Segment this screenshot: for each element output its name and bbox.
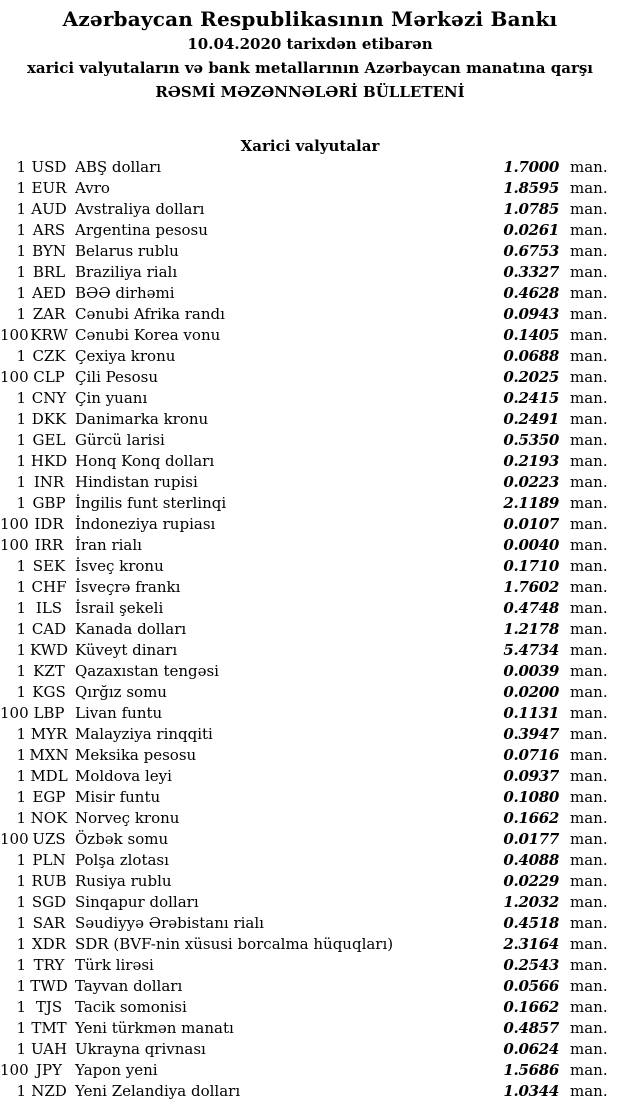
rate-value-cell: 0.2491	[503, 410, 559, 428]
rate-value-cell: 1.0344	[503, 1082, 559, 1100]
currency-name-cell: Səudiyyə Ərəbistanı rialı	[75, 914, 264, 932]
currency-name-cell: Argentina pesosu	[75, 221, 208, 239]
currency-row	[0, 977, 620, 998]
quantity-cell: 1	[16, 578, 26, 596]
bulletin-header	[0, 7, 620, 104]
unit-label-cell: man.	[570, 1019, 608, 1037]
currency-name-cell: SDR (BVF-nin xüsusi borcalma hüquqları)	[75, 935, 394, 953]
unit-label-cell: man.	[570, 305, 608, 323]
quantity-cell: 1	[16, 347, 26, 365]
currency-name-cell: İngilis funt sterlinqi	[75, 494, 227, 512]
currency-name-cell: İsrail şekeli	[75, 599, 164, 617]
rate-value-cell: 0.0937	[503, 767, 559, 785]
quantity-cell: 1	[16, 473, 26, 491]
rate-value-cell: 0.1662	[503, 809, 559, 827]
rate-value-cell: 0.0716	[503, 746, 559, 764]
rate-value-cell: 0.1405	[503, 326, 559, 344]
quantity-cell: 1	[16, 305, 26, 323]
currency-name-cell: Hindistan rupisi	[75, 473, 198, 491]
currency-code-cell: CNY	[31, 389, 67, 407]
currency-row	[0, 452, 620, 473]
quantity-cell: 1	[16, 977, 26, 995]
quantity-cell: 1	[16, 914, 26, 932]
currency-name-cell: Danimarka kronu	[75, 410, 209, 428]
currency-code-cell: TJS	[35, 998, 63, 1016]
unit-label-cell: man.	[570, 662, 608, 680]
currency-name-cell: Malayziya rinqqiti	[75, 725, 213, 743]
currency-code-cell: NZD	[31, 1082, 67, 1100]
currency-code-cell: ZAR	[32, 305, 66, 323]
quantity-cell: 1	[16, 599, 26, 617]
currency-name-cell: Yeni Zelandiya dolları	[75, 1082, 241, 1100]
unit-label-cell: man.	[570, 389, 608, 407]
currency-code-cell: CAD	[31, 620, 67, 638]
currency-code-cell: KZT	[33, 662, 65, 680]
currency-code-cell: GBP	[32, 494, 66, 512]
currency-row	[0, 1061, 620, 1082]
section-title-foreign-currencies: Xarici valyutalar	[240, 137, 380, 155]
rate-value-cell: 0.0177	[503, 830, 559, 848]
currency-name-cell: İsveç kronu	[75, 557, 164, 575]
quantity-cell: 1	[16, 431, 26, 449]
unit-label-cell: man.	[570, 368, 608, 386]
rate-value-cell: 0.0040	[503, 536, 559, 554]
currency-name-cell: İran rialı	[75, 536, 142, 554]
currency-row	[0, 683, 620, 704]
quantity-cell: 1	[16, 956, 26, 974]
unit-label-cell: man.	[570, 809, 608, 827]
currency-name-cell: Ukrayna qrivnası	[75, 1040, 206, 1058]
rate-value-cell: 0.0223	[503, 473, 559, 491]
currency-name-cell: İndoneziya rupiası	[75, 515, 216, 533]
quantity-cell: 1	[16, 683, 26, 701]
quantity-cell: 1	[16, 452, 26, 470]
quantity-cell: 1	[16, 284, 26, 302]
rate-value-cell: 1.2032	[503, 893, 559, 911]
unit-label-cell: man.	[570, 1082, 608, 1100]
rate-value-cell: 5.4734	[503, 641, 559, 659]
currency-code-cell: USD	[31, 158, 67, 176]
currency-row	[0, 956, 620, 977]
currency-name-cell: Rusiya rublu	[75, 872, 172, 890]
rate-value-cell: 1.7000	[503, 158, 559, 176]
unit-label-cell: man.	[570, 410, 608, 428]
rate-value-cell: 0.1080	[503, 788, 559, 806]
currency-row	[0, 620, 620, 641]
currency-row	[0, 578, 620, 599]
quantity-cell: 1	[16, 851, 26, 869]
currency-code-cell: HKD	[30, 452, 68, 470]
currency-rates-table	[0, 158, 620, 1103]
currency-row	[0, 746, 620, 767]
quantity-cell: 100	[0, 515, 29, 533]
unit-label-cell: man.	[570, 851, 608, 869]
rate-value-cell: 0.0039	[503, 662, 559, 680]
currency-name-cell: İsveçrə frankı	[75, 578, 181, 596]
quantity-cell: 100	[0, 830, 29, 848]
unit-label-cell: man.	[570, 956, 608, 974]
currency-row	[0, 872, 620, 893]
unit-label-cell: man.	[570, 704, 608, 722]
subject-line: xarici valyutaların və bank metallarının Azərbaycan manatına qarşı	[26, 59, 594, 77]
currency-code-cell: GEL	[32, 431, 66, 449]
currency-code-cell: XDR	[32, 935, 66, 953]
currency-code-cell: SGD	[31, 893, 67, 911]
currency-code-cell: KGS	[32, 683, 66, 701]
quantity-cell: 1	[16, 389, 26, 407]
quantity-cell: 1	[16, 200, 26, 218]
rate-value-cell: 0.4518	[503, 914, 559, 932]
currency-code-cell: CLP	[33, 368, 65, 386]
unit-label-cell: man.	[570, 1040, 608, 1058]
currency-code-cell: RUB	[31, 872, 67, 890]
currency-name-cell: Tacik somonisi	[75, 998, 187, 1016]
rate-value-cell: 1.0785	[503, 200, 559, 218]
quantity-cell: 100	[0, 368, 29, 386]
unit-label-cell: man.	[570, 452, 608, 470]
rate-value-cell: 0.0688	[503, 347, 559, 365]
quantity-cell: 1	[16, 746, 26, 764]
currency-row	[0, 599, 620, 620]
unit-label-cell: man.	[570, 242, 608, 260]
quantity-cell: 1	[16, 767, 26, 785]
currency-row	[0, 998, 620, 1019]
currency-row	[0, 431, 620, 452]
currency-code-cell: JPY	[35, 1061, 62, 1079]
unit-label-cell: man.	[570, 557, 608, 575]
currency-row	[0, 725, 620, 746]
unit-label-cell: man.	[570, 263, 608, 281]
currency-name-cell: Türk lirəsi	[75, 956, 154, 974]
currency-code-cell: AUD	[31, 200, 67, 218]
quantity-cell: 1	[16, 809, 26, 827]
currency-row	[0, 389, 620, 410]
quantity-cell: 100	[0, 536, 29, 554]
rate-value-cell: 0.0943	[503, 305, 559, 323]
currency-code-cell: NOK	[30, 809, 68, 827]
unit-label-cell: man.	[570, 725, 608, 743]
currency-name-cell: Avro	[75, 179, 110, 197]
currency-name-cell: Livan funtu	[75, 704, 163, 722]
rate-value-cell: 1.5686	[503, 1061, 559, 1079]
unit-label-cell: man.	[570, 641, 608, 659]
currency-name-cell: Misir funtu	[75, 788, 161, 806]
currency-code-cell: LBP	[33, 704, 65, 722]
unit-label-cell: man.	[570, 494, 608, 512]
currency-code-cell: MYR	[30, 725, 68, 743]
bank-title: Azərbaycan Respublikasının Mərkəzi Bankı	[62, 7, 558, 31]
currency-row	[0, 557, 620, 578]
quantity-cell: 100	[0, 326, 29, 344]
unit-label-cell: man.	[570, 935, 608, 953]
unit-label-cell: man.	[570, 347, 608, 365]
currency-code-cell: EGP	[32, 788, 66, 806]
quantity-cell: 1	[16, 725, 26, 743]
quantity-cell: 100	[0, 1061, 29, 1079]
rate-value-cell: 1.2178	[503, 620, 559, 638]
unit-label-cell: man.	[570, 515, 608, 533]
currency-code-cell: AED	[32, 284, 66, 302]
currency-row	[0, 242, 620, 263]
currency-code-cell: TMT	[31, 1019, 67, 1037]
currency-name-cell: Yeni türkmən manatı	[75, 1019, 234, 1037]
currency-name-cell: Moldova leyi	[75, 767, 172, 785]
rate-value-cell: 0.0261	[503, 221, 559, 239]
rate-value-cell: 0.2025	[503, 368, 559, 386]
currency-name-cell: Tayvan dolları	[75, 977, 183, 995]
unit-label-cell: man.	[570, 830, 608, 848]
currency-row	[0, 326, 620, 347]
currency-row	[0, 704, 620, 725]
currency-code-cell: UAH	[30, 1040, 68, 1058]
currency-row	[0, 221, 620, 242]
currency-code-cell: UZS	[32, 830, 66, 848]
currency-code-cell: EUR	[31, 179, 67, 197]
currency-code-cell: MXN	[29, 746, 69, 764]
rate-value-cell: 1.8595	[503, 179, 559, 197]
unit-label-cell: man.	[570, 284, 608, 302]
currency-code-cell: IRR	[34, 536, 64, 554]
currency-name-cell: Cənubi Afrika randı	[75, 305, 225, 323]
unit-label-cell: man.	[570, 746, 608, 764]
currency-row	[0, 410, 620, 431]
currency-row	[0, 515, 620, 536]
currency-row	[0, 767, 620, 788]
rate-value-cell: 0.3327	[503, 263, 559, 281]
currency-name-cell: Çin yuanı	[75, 389, 148, 407]
currency-row	[0, 536, 620, 557]
quantity-cell: 1	[16, 1082, 26, 1100]
rate-value-cell: 0.0107	[503, 515, 559, 533]
currency-row	[0, 347, 620, 368]
currency-row	[0, 662, 620, 683]
currency-row	[0, 305, 620, 326]
currency-code-cell: ILS	[35, 599, 63, 617]
currency-name-cell: Meksika pesosu	[75, 746, 197, 764]
quantity-cell: 1	[16, 494, 26, 512]
currency-name-cell: Belarus rublu	[75, 242, 179, 260]
quantity-cell: 1	[16, 221, 26, 239]
unit-label-cell: man.	[570, 788, 608, 806]
unit-label-cell: man.	[570, 578, 608, 596]
currency-code-cell: SEK	[32, 557, 66, 575]
currency-name-cell: ABŞ dolları	[75, 158, 162, 176]
currency-code-cell: IDR	[34, 515, 64, 533]
rate-value-cell: 0.0200	[503, 683, 559, 701]
currency-code-cell: TWD	[30, 977, 68, 995]
currency-name-cell: Honq Konq dolları	[75, 452, 215, 470]
rate-value-cell: 0.2193	[503, 452, 559, 470]
unit-label-cell: man.	[570, 431, 608, 449]
quantity-cell: 1	[16, 158, 26, 176]
bulletin-title: RƏSMİ MƏZƏNNƏLƏRİ BÜLLETENİ	[155, 83, 465, 101]
currency-row	[0, 1040, 620, 1061]
currency-code-cell: SAR	[32, 914, 66, 932]
quantity-cell: 1	[16, 788, 26, 806]
currency-code-cell: MDL	[30, 767, 68, 785]
quantity-cell: 1	[16, 242, 26, 260]
unit-label-cell: man.	[570, 221, 608, 239]
rate-value-cell: 0.2415	[503, 389, 559, 407]
currency-row	[0, 494, 620, 515]
currency-row	[0, 788, 620, 809]
unit-label-cell: man.	[570, 893, 608, 911]
effective-date-line: 10.04.2020 tarixdən etibarən	[187, 35, 433, 53]
currency-row	[0, 830, 620, 851]
quantity-cell: 1	[16, 893, 26, 911]
rate-value-cell: 0.0566	[503, 977, 559, 995]
currency-name-cell: Kanada dolları	[75, 620, 187, 638]
currency-row	[0, 1082, 620, 1103]
rate-value-cell: 0.5350	[503, 431, 559, 449]
currency-row	[0, 914, 620, 935]
quantity-cell: 1	[16, 998, 26, 1016]
currency-code-cell: BYN	[32, 242, 66, 260]
unit-label-cell: man.	[570, 473, 608, 491]
unit-label-cell: man.	[570, 872, 608, 890]
rate-value-cell: 2.1189	[503, 494, 559, 512]
rate-value-cell: 0.1662	[503, 998, 559, 1016]
currency-row	[0, 200, 620, 221]
currency-name-cell: Qırğız somu	[75, 683, 167, 701]
unit-label-cell: man.	[570, 599, 608, 617]
currency-name-cell: Çili Pesosu	[75, 368, 159, 386]
currency-code-cell: ARS	[32, 221, 66, 239]
unit-label-cell: man.	[570, 200, 608, 218]
quantity-cell: 1	[16, 620, 26, 638]
quantity-cell: 1	[16, 557, 26, 575]
quantity-cell: 1	[16, 179, 26, 197]
currency-row	[0, 809, 620, 830]
currency-name-cell: Yapon yeni	[75, 1061, 158, 1079]
currency-code-cell: KWD	[29, 641, 69, 659]
rate-value-cell: 2.3164	[503, 935, 559, 953]
unit-label-cell: man.	[570, 179, 608, 197]
currency-name-cell: Sinqapur dolları	[75, 893, 199, 911]
currency-row	[0, 179, 620, 200]
quantity-cell: 1	[16, 263, 26, 281]
currency-row	[0, 158, 620, 179]
unit-label-cell: man.	[570, 977, 608, 995]
unit-label-cell: man.	[570, 326, 608, 344]
currency-row	[0, 935, 620, 956]
currency-code-cell: PLN	[32, 851, 66, 869]
unit-label-cell: man.	[570, 998, 608, 1016]
unit-label-cell: man.	[570, 683, 608, 701]
rate-value-cell: 0.0229	[503, 872, 559, 890]
currency-row	[0, 284, 620, 305]
unit-label-cell: man.	[570, 158, 608, 176]
currency-row	[0, 473, 620, 494]
currency-row	[0, 851, 620, 872]
currency-name-cell: Cənubi Korea vonu	[75, 326, 221, 344]
currency-code-cell: CZK	[32, 347, 66, 365]
rate-value-cell: 1.7602	[503, 578, 559, 596]
unit-label-cell: man.	[570, 767, 608, 785]
currency-code-cell: KRW	[30, 326, 68, 344]
currency-name-cell: BƏƏ dirhəmi	[75, 284, 175, 302]
currency-name-cell: Qazaxıstan tengəsi	[75, 662, 219, 680]
currency-name-cell: Özbək somu	[75, 830, 169, 848]
unit-label-cell: man.	[570, 1061, 608, 1079]
currency-code-cell: BRL	[32, 263, 66, 281]
rate-value-cell: 0.0624	[503, 1040, 559, 1058]
currency-code-cell: TRY	[33, 956, 65, 974]
quantity-cell: 1	[16, 1040, 26, 1058]
rate-value-cell: 0.4857	[503, 1019, 559, 1037]
quantity-cell: 1	[16, 1019, 26, 1037]
currency-row	[0, 641, 620, 662]
rate-value-cell: 0.1131	[503, 704, 559, 722]
quantity-cell: 1	[16, 641, 26, 659]
rate-value-cell: 0.1710	[503, 557, 559, 575]
quantity-cell: 1	[16, 662, 26, 680]
currency-row	[0, 893, 620, 914]
currency-name-cell: Çexiya kronu	[75, 347, 176, 365]
rate-value-cell: 0.4088	[503, 851, 559, 869]
currency-row	[0, 1019, 620, 1040]
quantity-cell: 1	[16, 410, 26, 428]
currency-name-cell: Gürcü larisi	[75, 431, 165, 449]
currency-name-cell: Avstraliya dolları	[75, 200, 205, 218]
currency-row	[0, 263, 620, 284]
rate-value-cell: 0.3947	[503, 725, 559, 743]
quantity-cell: 100	[0, 704, 29, 722]
currency-name-cell: Küveyt dinarı	[75, 641, 178, 659]
rate-value-cell: 0.4748	[503, 599, 559, 617]
quantity-cell: 1	[16, 872, 26, 890]
unit-label-cell: man.	[570, 620, 608, 638]
currency-name-cell: Polşa zlotası	[75, 851, 169, 869]
rate-value-cell: 0.4628	[503, 284, 559, 302]
currency-code-cell: DKK	[31, 410, 67, 428]
currency-row	[0, 368, 620, 389]
rate-value-cell: 0.2543	[503, 956, 559, 974]
rate-value-cell: 0.6753	[503, 242, 559, 260]
currency-name-cell: Norveç kronu	[75, 809, 180, 827]
currency-code-cell: CHF	[31, 578, 67, 596]
quantity-cell: 1	[16, 935, 26, 953]
unit-label-cell: man.	[570, 536, 608, 554]
currency-name-cell: Braziliya rialı	[75, 263, 178, 281]
unit-label-cell: man.	[570, 914, 608, 932]
currency-code-cell: INR	[33, 473, 65, 491]
